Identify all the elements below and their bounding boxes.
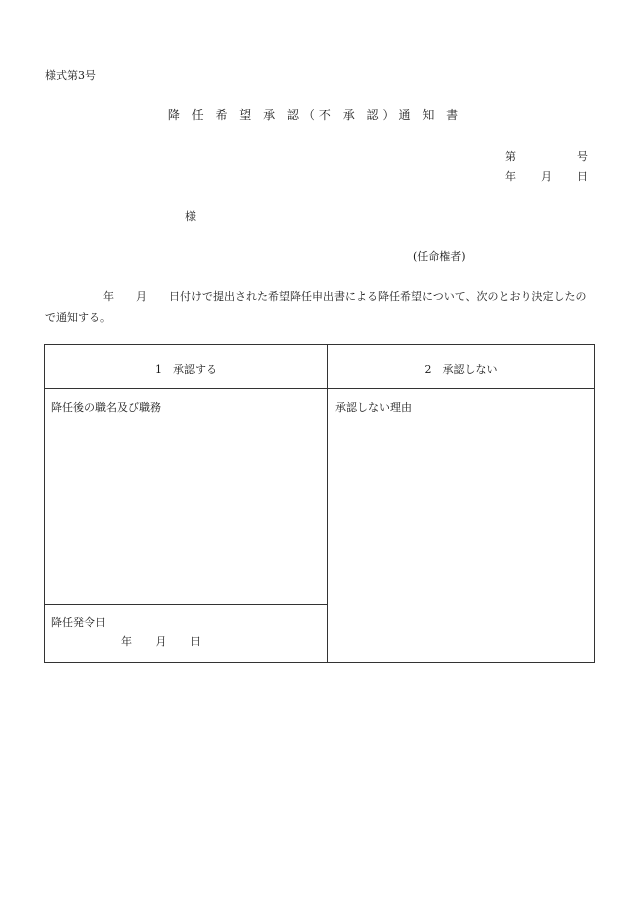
approve-header: 1 承認する xyxy=(155,363,217,376)
rejection-reason-label: 承認しない理由 xyxy=(335,401,412,414)
effective-date-year: 年 xyxy=(121,635,132,648)
effective-date xyxy=(121,633,201,649)
approval-table xyxy=(44,344,595,663)
body-month: 月 xyxy=(136,290,147,303)
issue-date xyxy=(505,168,588,184)
issue-date-year: 年 xyxy=(505,170,516,183)
addressee: 様 xyxy=(185,210,196,223)
effective-date-day: 日 xyxy=(190,635,201,648)
issue-date-day: 日 xyxy=(577,170,588,183)
document-title: 降 任 希 望 承 認（不 承 認）通 知 書 xyxy=(167,108,463,122)
reference-number xyxy=(505,148,588,164)
column-divider xyxy=(327,345,328,662)
header-divider xyxy=(45,388,594,389)
reference-suffix: 号 xyxy=(577,150,588,163)
effective-date-divider xyxy=(45,604,327,605)
reference-prefix: 第 xyxy=(505,150,516,163)
post-and-duties-label: 降任後の職名及び職務 xyxy=(51,401,161,414)
body-text: 日付けで提出された希望降任申出書による降任希望について、次のとおり決定したので通知する。 xyxy=(45,290,587,324)
appointing-authority: (任命権者) xyxy=(413,250,466,263)
body-year: 年 xyxy=(103,290,114,303)
effective-date-label: 降任発令日 xyxy=(51,616,106,629)
issue-date-month: 月 xyxy=(541,170,552,183)
form-number: 様式第3号 xyxy=(45,69,96,82)
effective-date-month: 月 xyxy=(155,635,167,648)
reject-header: 2 承認しない xyxy=(424,363,498,376)
body-paragraph xyxy=(45,286,591,328)
